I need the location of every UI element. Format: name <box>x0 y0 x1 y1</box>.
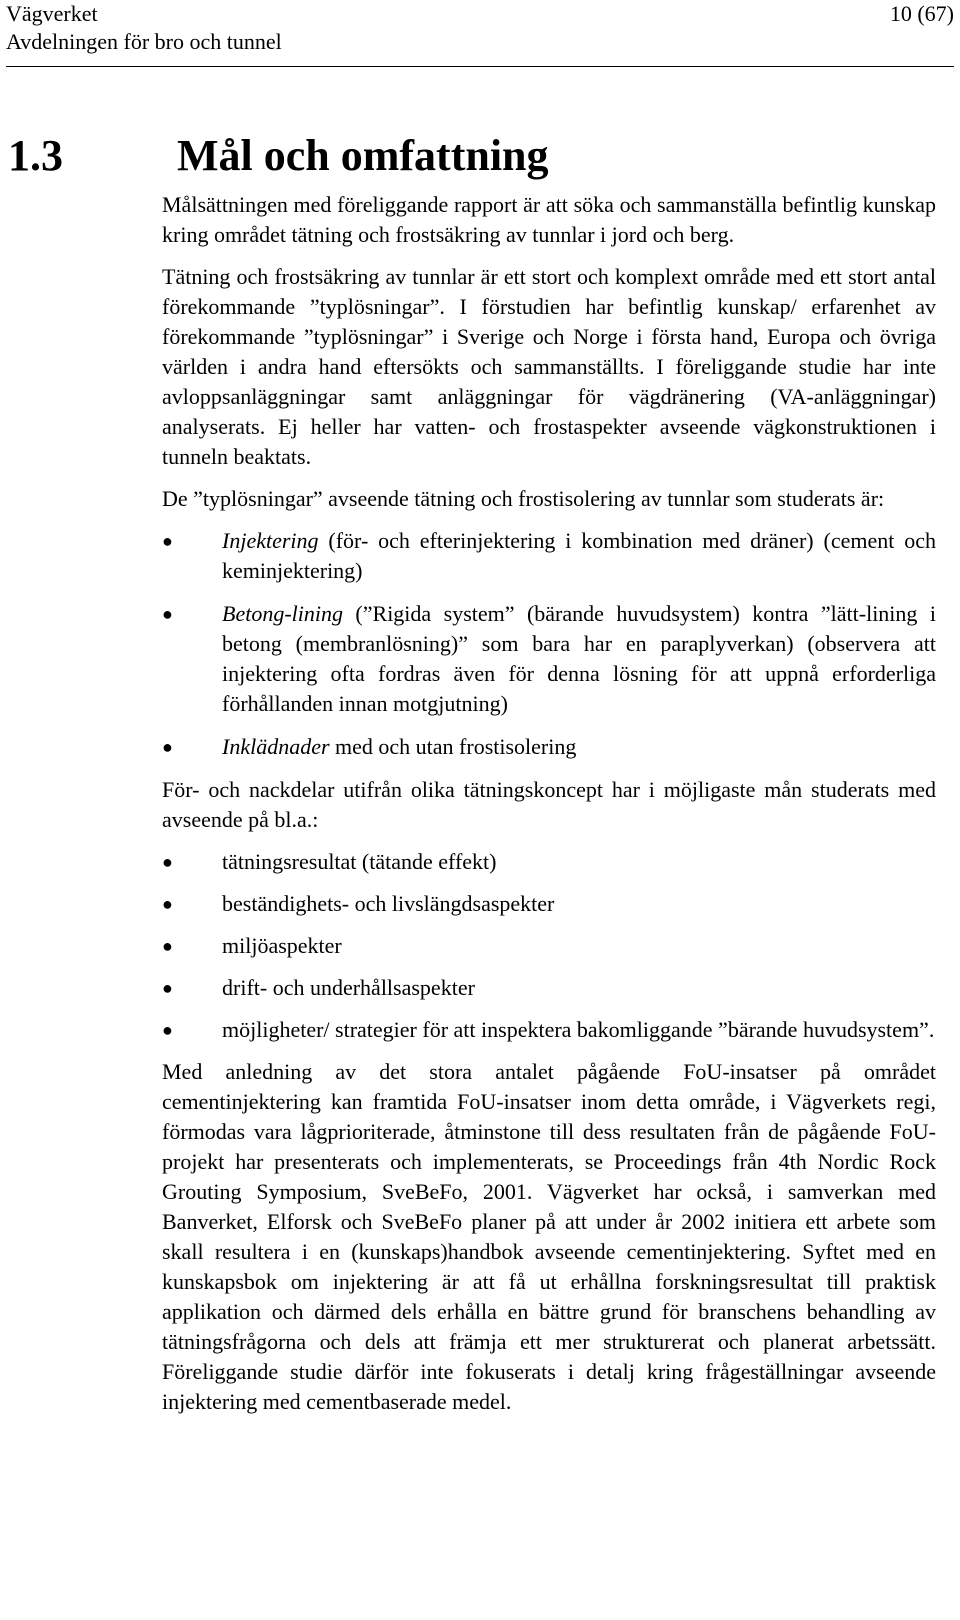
solutions-list <box>162 526 936 762</box>
document-content <box>162 190 936 1429</box>
solution-term: Betong-lining <box>222 601 343 626</box>
aspects-list <box>162 847 936 1045</box>
aspect-text: tätningsresultat (tätande effekt) <box>222 849 497 874</box>
bullet-icon: ● <box>162 604 173 624</box>
paragraph-solutions-intro: De ”typlösningar” avseende tätning och frostisolering av tunnlar som studerats är: <box>162 486 885 511</box>
bullet-icon: ● <box>162 737 173 757</box>
list-item <box>162 1015 936 1045</box>
solution-description: med och utan frostisolering <box>329 734 577 759</box>
bullet-icon: ● <box>162 1020 173 1040</box>
page-number: 10 (67) <box>889 1 954 26</box>
list-item <box>162 732 936 762</box>
list-item <box>162 599 936 719</box>
paragraph-scope: Tätning och frostsäkring av tunnlar är ett stort och komplext område med ett stort antal förekommande ”typlösningar”. I förstudien har befintlig kunskap/ erfarenhet av förekommande ”typlösningar” i Sverige och Norge i första hand, Europa och övriga världen i andra hand eftersökts och sammanställts. I föreliggande studie har inte avloppsanläggningar samt anläggningar för vägdränering (VA-anläggningar) analyserats. Ej heller har vatten- och frostaspekter avseende vägkonstruktionen i tunneln beaktats. <box>162 264 936 469</box>
aspect-text: möjligheter/ strategier för att inspektera bakomliggande ”bärande huvudsystem”. <box>222 1017 935 1042</box>
bullet-icon: ● <box>162 531 173 551</box>
department-name: Avdelningen för bro och tunnel <box>6 29 282 54</box>
paragraph-objective: Målsättningen med föreliggande rapport är att söka och sammanställa befintlig kunskap kring området tätning och frostsäkring av tunnlar i jord och berg. <box>162 192 936 247</box>
bullet-icon: ● <box>162 936 173 956</box>
bullet-icon: ● <box>162 852 173 872</box>
list-item <box>162 973 936 1003</box>
bullet-icon: ● <box>162 978 173 998</box>
solution-term: Injektering <box>222 528 319 553</box>
list-item <box>162 847 936 877</box>
aspect-text: drift- och underhållsaspekter <box>222 975 475 1000</box>
paragraph-research-context: Med anledning av det stora antalet pågående FoU-insatser på området cementinjektering kan framtida FoU-insatser inom detta område, i Vägverkets regi, förmodas vara lågprioriterade, åtminstone till dess resultaten från de pågående FoU-projekt har presenterats och implementerats, se Proceedings från 4th Nordic Rock Grouting Symposium, SveBeFo, 2001. Vägverket har också, i samverkan med Banverket, Elforsk och SveBeFo planer på att under år 2002 initiera ett arbete som skall resultera i en (kunskaps)handbok avseende cementinjektering. Syftet med en kunskapsbok om injektering är att få ut erhållna forskningsresultat till praktisk applikation och därmed dels erhålla en bättre grund för branschens behandling av tätningsfrågorna och dels att främja ett mer strukturerat och planerat arbetssätt. Föreliggande studie därför inte fokuserats i detalj kring frågeställningar avseende injektering med cementbaserade medel. <box>162 1059 936 1414</box>
organization-name: Vägverket <box>6 1 98 26</box>
paragraph-evaluation-intro: För- och nackdelar utifrån olika tätningskoncept har i möjligaste mån studerats med avseende på bl.a.: <box>162 777 936 832</box>
aspect-text: beständighets- och livslängdsaspekter <box>222 891 555 916</box>
aspect-text: miljöaspekter <box>222 933 342 958</box>
solution-description: (”Rigida system” (bärande huvudsystem) kontra ”lätt-lining i betong (membranlösning)” som bara har en paraplyverkan) (observera att injektering ofta fordras även för denna lösning för att uppnå erforderliga förhållanden innan motgjutning) <box>222 601 936 716</box>
solution-description: (för- och efterinjektering i kombination med dräner) (cement och keminjektering) <box>222 528 936 583</box>
section-number: 1.3 <box>8 131 63 180</box>
section-heading <box>8 128 928 184</box>
bullet-icon: ● <box>162 894 173 914</box>
section-title: Mål och omfattning <box>177 131 549 180</box>
page-header <box>6 0 954 67</box>
solution-term: Inklädnader <box>222 734 330 759</box>
list-item <box>162 931 936 961</box>
list-item <box>162 889 936 919</box>
list-item <box>162 526 936 586</box>
